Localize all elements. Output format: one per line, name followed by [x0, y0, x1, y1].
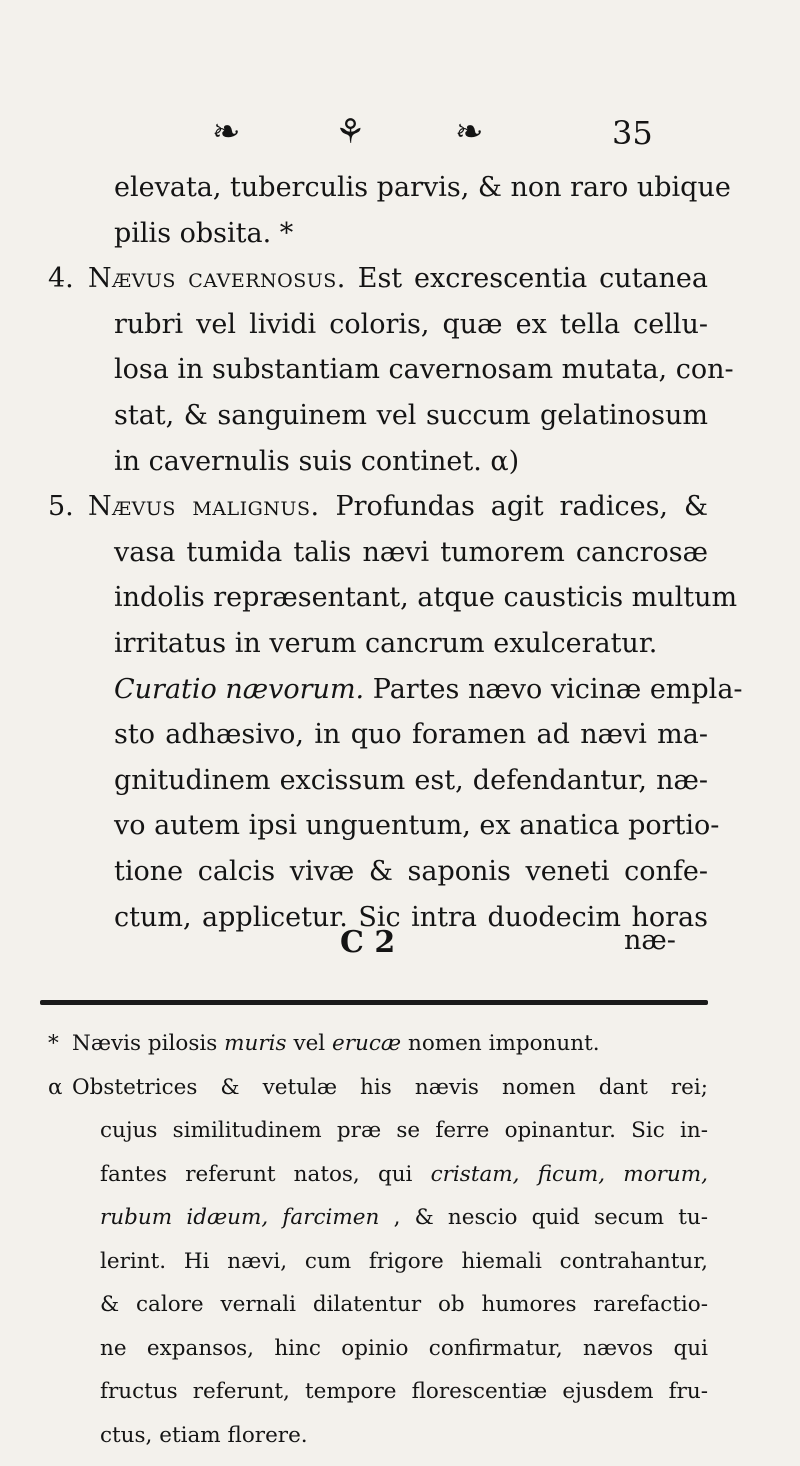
footnote-divider [40, 1000, 708, 1005]
text-line: irritatus in verum cancrum exulceratur. [114, 627, 658, 659]
text-line: losa in substantiam cavernosam mutata, con- [114, 354, 734, 386]
page-header [0, 112, 800, 162]
page-number: 35 [612, 114, 653, 152]
curatio-heading [48, 667, 743, 713]
footnote-2-line: fructus referunt, tempore florescentiæ ejusdem fru- [100, 1379, 708, 1404]
footnote-text: fantes referunt natos, qui [100, 1161, 413, 1187]
signature-mark: C 2 [340, 925, 396, 960]
footnote-2-line: cujus similitudinem præ se ferre opinantur. Sic in- [100, 1118, 708, 1143]
section-title: Curatio nævorum. [114, 673, 365, 705]
item-number: 5. [48, 491, 74, 523]
footnote-2-line [48, 1066, 708, 1110]
footnote-text: , & nescio quid secum tu- [393, 1205, 708, 1230]
footnote-2-line: lerint. Hi nævi, cum frigore hiemali contrahantur, [100, 1248, 708, 1274]
text-line: pilis obsita. * [114, 217, 294, 249]
item-number: 4. [48, 263, 74, 295]
footnote-mark: α [48, 1074, 63, 1100]
text-line: elevata, tuberculis parvis, & non raro ubique [114, 172, 731, 203]
footnote-text: vel [293, 1031, 326, 1056]
text-line: rubri vel lividi coloris, quæ ex tella cellu- [114, 308, 708, 340]
item-text: Est excrescentia cutanea [357, 263, 708, 295]
footnote-italic: muris [224, 1031, 287, 1056]
text-line: vasa tumida talis nævi tumorem cancrosæ [114, 536, 708, 568]
footnote-1 [48, 1022, 708, 1066]
text-line: tione calcis vivæ & saponis veneti confe- [114, 855, 708, 887]
item-title: Nævus malignus. [88, 491, 320, 523]
floral-ornament-icon: ⚘ [335, 112, 366, 152]
section-text: Partes nævo vicinæ empla- [372, 673, 743, 705]
item-4-heading [48, 256, 708, 302]
main-text [48, 165, 743, 940]
signature-line [0, 925, 800, 965]
text-line: ctum, applicetur. Sic intra duodecim horas [114, 901, 708, 933]
floral-ornament-icon: ❧ [212, 112, 241, 152]
footnote-text: nomen imponunt. [407, 1031, 600, 1056]
footnote-italic: cristam, ficum, morum, [430, 1161, 708, 1187]
text-line: indolis repræsentant, atque causticis multum [114, 582, 738, 614]
text-line: stat, & sanguinem vel succum gelatinosum [114, 399, 708, 431]
footnote-2-line: & calore vernali dilatentur ob humores rarefactio- [100, 1292, 708, 1317]
footnote-2-line: ne expansos, hinc opinio confirmatur, nævos qui [100, 1335, 708, 1361]
item-title: Nævus cavernosus. [88, 263, 346, 295]
item-5-heading [48, 484, 708, 530]
footnote-italic: rubum idæum, farcimen [100, 1205, 380, 1230]
item-text: Profundas agit radices, & [335, 491, 708, 523]
footnote-2-line [48, 1153, 708, 1197]
text-line: gnitudinem excissum est, defendantur, næ- [114, 764, 708, 796]
footnote-mark: * [48, 1031, 59, 1056]
text-line: in cavernulis suis continet. α) [114, 445, 520, 477]
footnote-2-line: ctus, etiam florere. [100, 1422, 308, 1448]
text-line: sto adhæsivo, in quo foramen ad nævi ma- [114, 719, 708, 751]
footnote-text: Obstetrices & vetulæ his nævis nomen dant rei; [72, 1074, 708, 1100]
footnote-2-line [48, 1196, 708, 1240]
catchword: næ- [624, 925, 676, 956]
floral-ornament-icon: ❧ [455, 112, 484, 152]
footnote-text: Nævis pilosis [72, 1031, 218, 1056]
footnote-italic: erucæ [332, 1031, 402, 1056]
footnotes [48, 1022, 708, 1457]
text-line: vo autem ipsi unguentum, ex anatica portio- [114, 810, 720, 842]
